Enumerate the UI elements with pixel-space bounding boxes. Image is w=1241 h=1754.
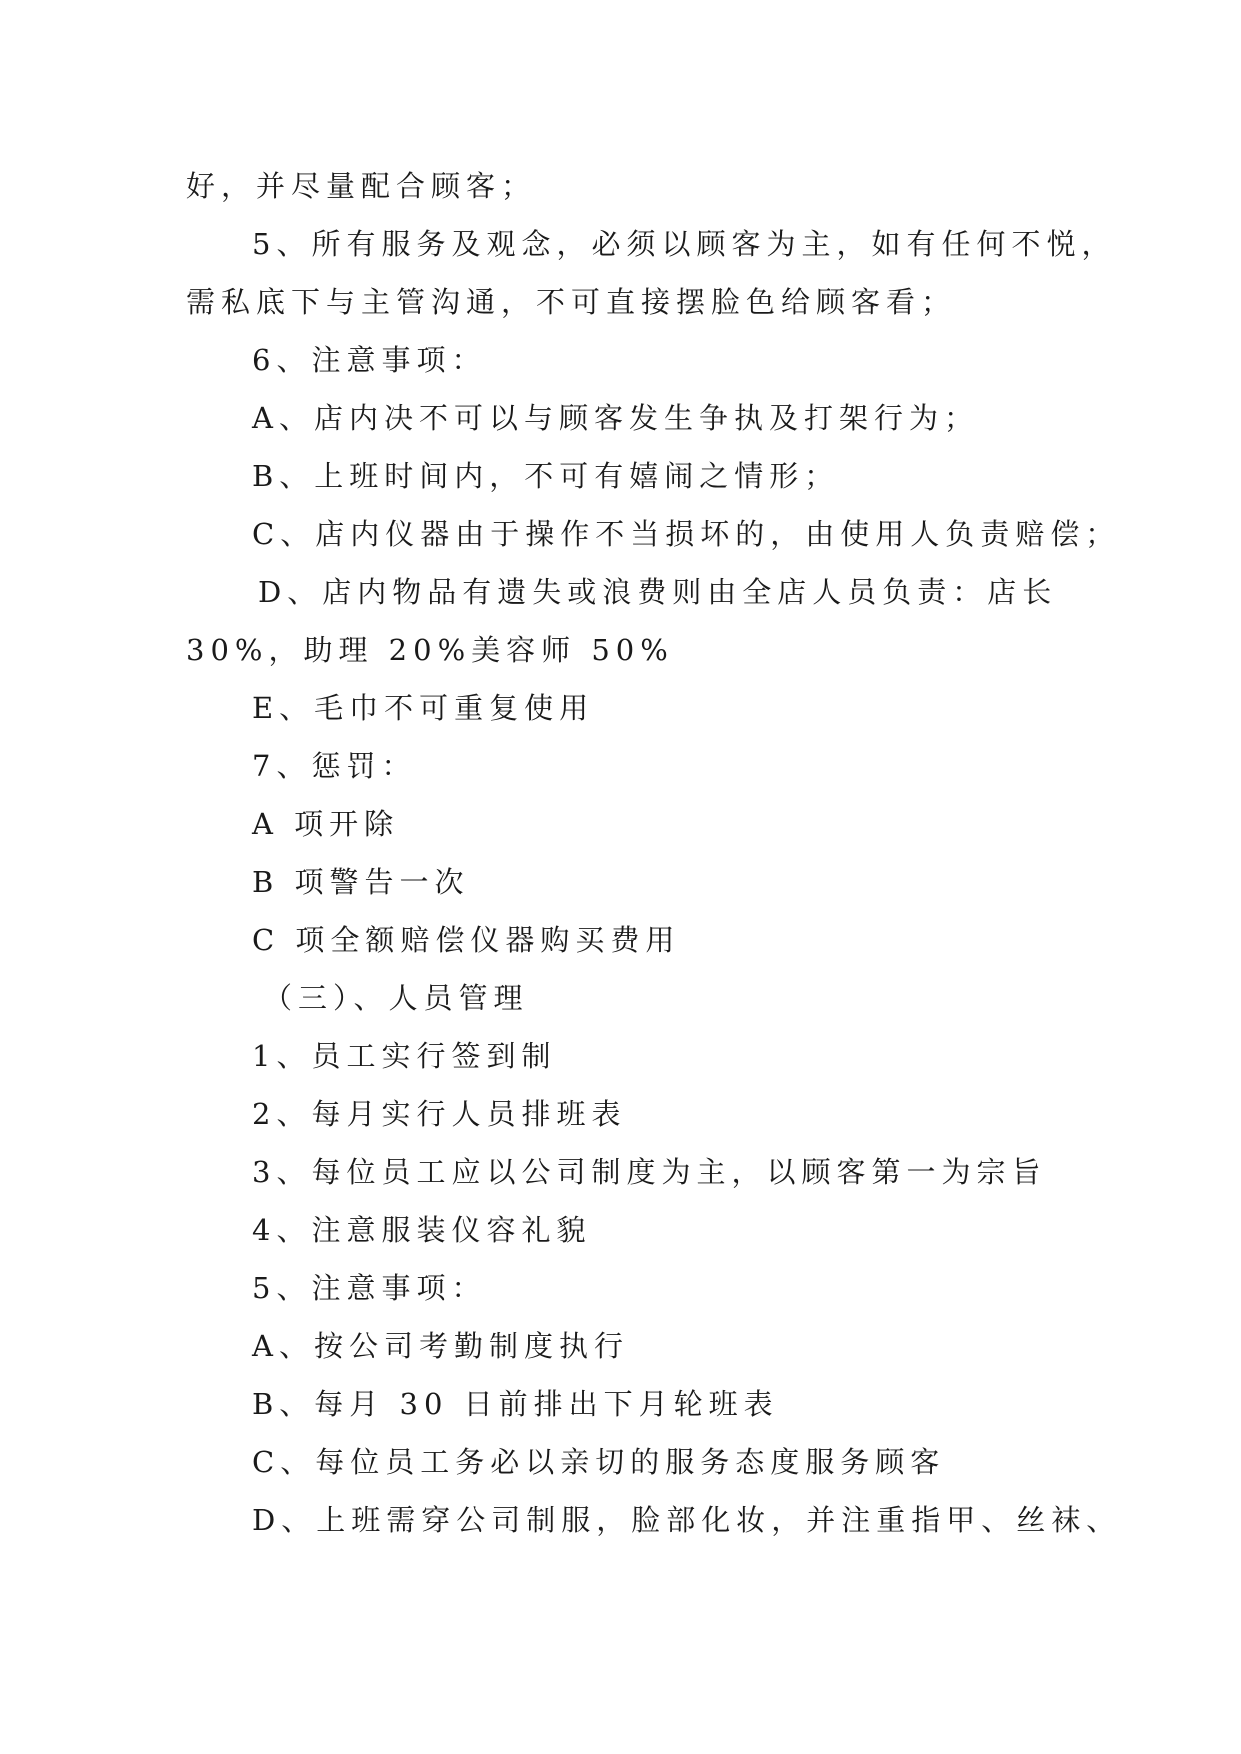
text-line-16: 1、员工实行签到制 (252, 1039, 557, 1073)
text-line-24: D、上班需穿公司制服，脸部化妆，并注重指甲、丝袜、 (252, 1503, 1122, 1537)
text-line-6: B、上班时间内，不可有嬉闹之情形； (252, 459, 840, 493)
text-line-10: E、毛巾不可重复使用 (252, 691, 595, 725)
text-line-19: 4、注意服装仪容礼貌 (252, 1213, 592, 1247)
text-line-23: C、每位员工务必以亲切的服务态度服务顾客 (252, 1445, 946, 1479)
text-line-4: 6、注意事项： (252, 343, 487, 377)
text-line-20: 5、注意事项： (252, 1271, 487, 1305)
text-line-5: A、店内决不可以与顾客发生争执及打架行为； (252, 401, 979, 435)
text-line-11: 7、惩罚： (252, 749, 417, 783)
text-line-9: 30%，助理 20%美容师 50% (186, 633, 674, 667)
text-line-18: 3、每位员工应以公司制度为主，以顾客第一为宗旨 (252, 1155, 1047, 1189)
text-line-13: B 项警告一次 (252, 865, 470, 899)
text-line-14: C 项全额赔偿仪器购买费用 (252, 923, 681, 957)
text-line-1: 好，并尽量配合顾客； (186, 169, 537, 203)
text-line-7: C、店内仪器由于操作不当损坏的，由使用人负责赔偿； (252, 517, 1121, 551)
text-line-21: A、按公司考勤制度执行 (252, 1329, 629, 1363)
text-line-17: 2、每月实行人员排班表 (252, 1097, 627, 1131)
section-heading: （三）、人员管理 (263, 981, 529, 1015)
text-line-22: B、每月 30 日前排出下月轮班表 (252, 1387, 779, 1421)
text-line-8: D、店内物品有遗失或浪费则由全店人员负责：店长 (258, 575, 1058, 609)
text-line-2: 5、所有服务及观念，必须以顾客为主，如有任何不悦， (252, 227, 1117, 261)
text-line-12: A 项开除 (252, 807, 400, 841)
text-line-3: 需私底下与主管沟通，不可直接摆脸色给顾客看； (186, 285, 957, 319)
